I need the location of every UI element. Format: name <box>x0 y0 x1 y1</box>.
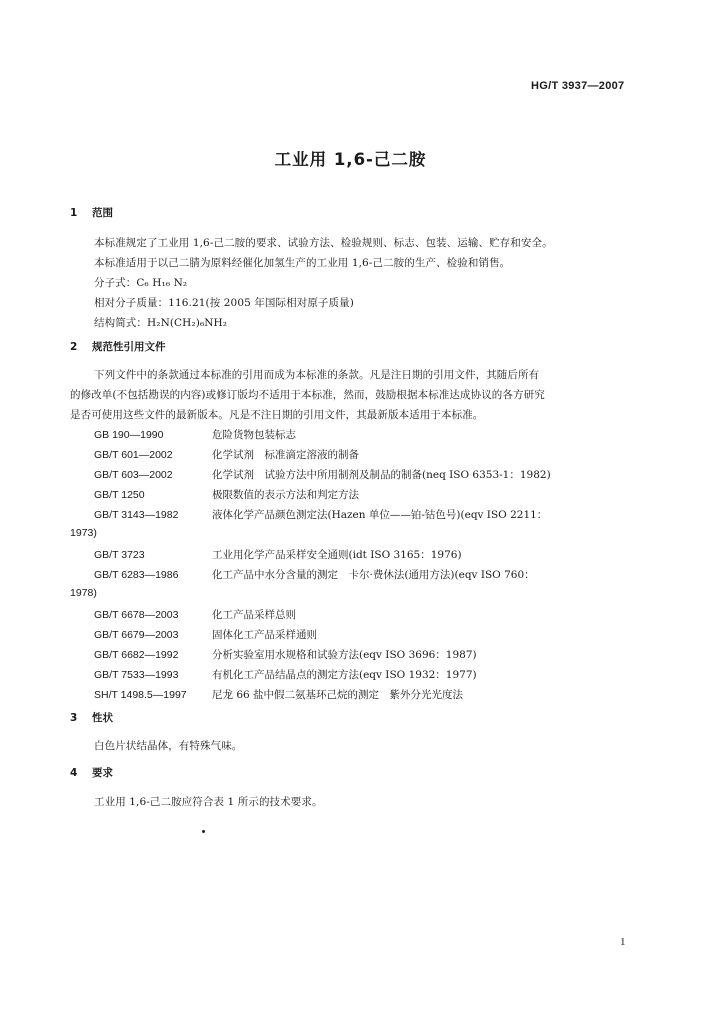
section-3-heading <box>70 710 113 725</box>
reference-title: 化工产品中水分含量的测定 卡尔·费休法(通用方法)(eqv ISO 760： <box>212 569 535 581</box>
reference-item <box>94 507 547 522</box>
section-3-number: 3 <box>70 712 78 724</box>
scan-speck <box>202 830 205 833</box>
reference-title: 液体化学产品颜色测定法(Hazen 单位——铂-钴色号)(eqv ISO 2211： <box>212 509 548 521</box>
reference-code: GB/T 7533—1993 <box>94 669 179 681</box>
reference-item <box>94 607 296 622</box>
section-2-number: 2 <box>70 341 78 353</box>
reference-code: GB 190—1990 <box>94 429 164 441</box>
reference-title: 化学试剂 试验方法中所用制剂及制品的制备(neq ISO 6353-1：1982) <box>212 469 551 481</box>
normative-intro-3: 是否可使用这些文件的最新版本。凡是不注日期的引用文件，其最新版本适用于本标准。 <box>70 409 484 421</box>
reference-continuation: 1973) <box>70 527 97 539</box>
reference-title: 分析实验室用水规格和试验方法(eqv ISO 3696：1987) <box>212 649 477 661</box>
section-2-title: 规范性引用文件 <box>92 341 166 353</box>
scope-line-2: 本标准适用于以己二腈为原料经催化加氢生产的工业用 1,6-己二胺的生产、检验和销售。 <box>94 257 511 269</box>
reference-title: 工业用化学产品采样安全通则(idt ISO 3165：1976) <box>212 549 462 561</box>
standard-code: HG/T 3937—2007 <box>531 80 625 92</box>
reference-title: 固体化工产品采样通则 <box>212 629 317 641</box>
section-2-heading <box>70 339 166 354</box>
reference-code: GB/T 1250 <box>94 489 145 501</box>
reference-item <box>94 667 477 682</box>
reference-code: GB/T 601—2002 <box>94 449 173 461</box>
reference-title: 化学试剂 标准滴定溶液的制备 <box>212 449 359 461</box>
reference-code: SH/T 1498.5—1997 <box>94 689 187 701</box>
scope-line-1: 本标准规定了工业用 1,6-己二胺的要求、试验方法、检验规则、标志、包装、运输、贮存和安全。 <box>94 237 553 249</box>
reference-item <box>94 487 359 502</box>
reference-title: 尼龙 66 盐中假二氨基环己烷的测定 紫外分光光度法 <box>212 689 464 701</box>
molecular-formula: 分子式：C₆ H₁₆ N₂ <box>94 277 188 289</box>
reference-item <box>94 627 317 642</box>
reference-item <box>94 647 477 662</box>
reference-item <box>94 447 359 462</box>
section-1-heading <box>70 205 113 220</box>
reference-item <box>94 427 296 442</box>
normative-intro-1: 下列文件中的条款通过本标准的引用而成为本标准的条款。凡是注日期的引用文件，其随后所有 <box>94 369 540 381</box>
reference-item <box>94 687 463 702</box>
reference-code: GB/T 6283—1986 <box>94 569 179 581</box>
reference-code: GB/T 3143—1982 <box>94 509 179 521</box>
reference-item <box>94 567 535 582</box>
reference-code: GB/T 6679—2003 <box>94 629 179 641</box>
section-1-number: 1 <box>70 207 78 219</box>
molecular-mass: 相对分子质量：116.21(按 2005 年国际相对原子质量) <box>94 297 354 309</box>
reference-title: 极限数值的表示方法和判定方法 <box>212 489 359 501</box>
reference-continuation: 1978) <box>70 587 97 599</box>
normative-intro-2: 的修改单(不包括勘误的内容)或修订版均不适用于本标准，然而，鼓励根据本标准达成协议的各方研究 <box>70 389 545 401</box>
properties-text: 白色片状结晶体，有特殊气味。 <box>94 740 243 752</box>
structural-formula: 结构简式：H₂N(CH₂)₆NH₂ <box>94 317 228 329</box>
section-4-heading <box>70 765 113 780</box>
reference-code: GB/T 3723 <box>94 549 145 561</box>
reference-code: GB/T 603—2002 <box>94 469 173 481</box>
reference-code: GB/T 6678—2003 <box>94 609 179 621</box>
section-4-title: 要求 <box>92 767 113 779</box>
section-3-title: 性状 <box>92 712 113 724</box>
document-title: 工业用 1,6-己二胺 <box>274 150 427 169</box>
section-1-title: 范围 <box>92 207 113 219</box>
reference-item <box>94 547 462 562</box>
reference-item <box>94 467 551 482</box>
requirements-text: 工业用 1,6-己二胺应符合表 1 所示的技术要求。 <box>94 796 323 808</box>
reference-title: 化工产品采样总则 <box>212 609 296 621</box>
reference-title: 危险货物包装标志 <box>212 429 296 441</box>
page-number: 1 <box>620 936 626 948</box>
reference-code: GB/T 6682—1992 <box>94 649 179 661</box>
reference-title: 有机化工产品结晶点的测定方法(eqv ISO 1932：1977) <box>212 669 477 681</box>
section-4-number: 4 <box>70 767 78 779</box>
